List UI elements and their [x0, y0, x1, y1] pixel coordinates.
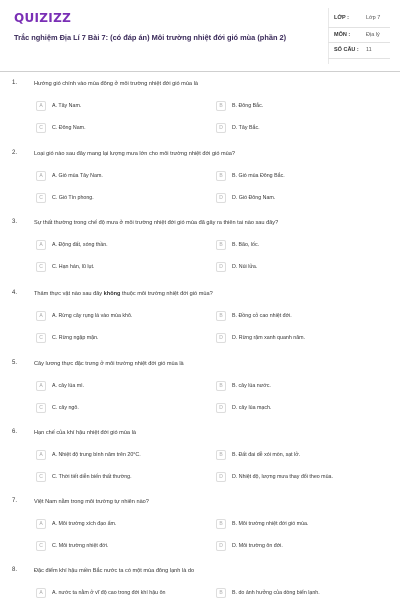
option-c[interactable] [36, 261, 196, 275]
question-number: 6. [12, 429, 18, 435]
option-d[interactable] [216, 192, 376, 206]
option-d[interactable] [216, 261, 376, 275]
option-a[interactable] [36, 380, 196, 394]
option-d[interactable] [216, 540, 376, 554]
option-b[interactable] [216, 518, 376, 532]
worksheet-header [0, 0, 400, 74]
question-text: Việt Nam nằm trong môi trường tự nhiên nào? [34, 499, 149, 505]
question-text: Loại gió nào sau đây mang lại lượng mưa lớn cho môi trường nhiệt đới gió mùa? [34, 151, 235, 157]
question-text [34, 290, 384, 298]
option-letter-box: A [36, 240, 46, 250]
question-text: Đặc điểm khí hậu miền Bắc nước ta có một mùa đông lạnh là do [34, 568, 195, 574]
option-d[interactable] [216, 402, 376, 416]
option-text: C. cây ngô. [52, 405, 79, 411]
header-divider [0, 71, 400, 72]
option-text: C. Rừng ngập mặn. [52, 335, 99, 341]
option-b[interactable] [216, 380, 376, 394]
quizizz-logo: QUIZIZZ [14, 11, 72, 25]
meta-subject-label: MÔN : [334, 32, 351, 38]
option-letter-box: B [216, 381, 226, 391]
option-a[interactable] [36, 239, 196, 253]
option-c[interactable] [36, 471, 196, 485]
question-1 [0, 80, 400, 150]
option-letter-box: A [36, 311, 46, 321]
question-number: 1. [12, 80, 18, 86]
option-text: B. cây lúa nước. [232, 383, 271, 389]
question-text-part: thuộc môi trường nhiệt đới gió mùa? [120, 291, 213, 297]
option-letter-box: C [36, 262, 46, 272]
option-letter-box: B [216, 240, 226, 250]
option-letter-box: A [36, 171, 46, 181]
meta-subject-value: Địa lý [366, 32, 380, 38]
option-letter-box: C [36, 193, 46, 203]
option-letter-box: D [216, 403, 226, 413]
option-text: B. Gió mùa Đông Bắc. [232, 173, 285, 179]
option-letter-box: B [216, 101, 226, 111]
option-letter-box: B [216, 450, 226, 460]
option-letter-box: A [36, 450, 46, 460]
option-letter-box: C [36, 333, 46, 343]
option-letter-box: A [36, 588, 46, 598]
option-c[interactable] [36, 402, 196, 416]
option-text: C. Gió Tín phong. [52, 195, 94, 201]
option-letter-box: D [216, 541, 226, 551]
option-text: A. Gió mùa Tây Nam. [52, 173, 103, 179]
option-letter-box: D [216, 123, 226, 133]
option-c[interactable] [36, 540, 196, 554]
option-text: A. nước ta nằm ở vĩ độ cao trong đới khí hậu ôn [52, 590, 166, 596]
question-3 [0, 219, 400, 289]
option-letter-box: C [36, 403, 46, 413]
option-text: C. Môi trường nhiệt đới. [52, 543, 109, 549]
option-letter-box: B [216, 588, 226, 598]
question-number: 8. [12, 567, 18, 573]
question-number: 5. [12, 360, 18, 366]
option-a[interactable] [36, 587, 196, 600]
question-text: Cây lương thực đặc trưng ở môi trường nhiệt đới gió mùa là [34, 361, 184, 367]
option-c[interactable] [36, 122, 196, 136]
meta-separator [328, 42, 390, 43]
question-number: 4. [12, 290, 18, 296]
option-a[interactable] [36, 100, 196, 114]
question-text: Sự thất thường trong chế độ mưa ở môi trường nhiệt đới gió mùa đã gây ra thiên tai nào sau đây? [34, 220, 279, 226]
option-text: B. Đồng cỏ cao nhiệt đới. [232, 313, 292, 319]
question-text: Hạn chế của khí hậu nhiệt đới gió mùa là [34, 430, 136, 436]
meta-class [328, 12, 390, 26]
option-a[interactable] [36, 170, 196, 184]
option-letter-box: A [36, 101, 46, 111]
option-d[interactable] [216, 332, 376, 346]
option-letter-box: B [216, 171, 226, 181]
question-text-part: Thảm thực vật nào sau đây [34, 291, 104, 297]
question-5 [0, 360, 400, 430]
option-letter-box: B [216, 519, 226, 529]
option-b[interactable] [216, 100, 376, 114]
meta-question-count [328, 44, 390, 58]
option-text: C. Đông Nam. [52, 125, 86, 131]
option-letter-box: D [216, 472, 226, 482]
meta-class-value: Lớp 7 [366, 15, 381, 21]
option-text: D. Rừng rậm xanh quanh năm. [232, 335, 306, 341]
option-text: A. Rừng cây rụng lá vào mùa khô. [52, 313, 133, 319]
option-text: A. Môi trường xích đạo ẩm. [52, 521, 117, 527]
question-2 [0, 150, 400, 220]
option-text: B. Bão, lốc. [232, 242, 260, 248]
question-8 [0, 567, 400, 600]
option-b[interactable] [216, 310, 376, 324]
option-letter-box: B [216, 311, 226, 321]
option-text: D. Núi lửa. [232, 264, 258, 270]
option-text: A. Nhiệt độ trung bình năm trên 20°C. [52, 452, 141, 458]
option-c[interactable] [36, 192, 196, 206]
meta-question-count-value: 11 [366, 47, 372, 53]
option-b[interactable] [216, 239, 376, 253]
question-text-emphasis: không [103, 291, 121, 297]
option-text: C. Hạn hán, lũ lụt. [52, 264, 95, 270]
option-letter-box: C [36, 123, 46, 133]
question-number: 3. [12, 219, 18, 225]
option-letter-box: D [216, 333, 226, 343]
option-a[interactable] [36, 518, 196, 532]
option-text: B. Đất đai dễ xói mòn, sạt lở. [232, 452, 301, 458]
question-number: 2. [12, 150, 18, 156]
option-b[interactable] [216, 170, 376, 184]
option-text: D. Nhiệt độ, lượng mưa thay đổi theo mùa. [232, 474, 333, 480]
option-text: D. Gió Đông Nam. [232, 195, 276, 201]
question-text: Hướng gió chính vào mùa đông ở môi trường nhiệt đới gió mùa là [34, 81, 198, 87]
option-text: A. cây lúa mì. [52, 383, 85, 389]
worksheet-title: Trắc nghiệm Địa Lí 7 Bài 7: (có đáp án) Môi trường nhiệt đới gió mùa (phần 2) [14, 33, 287, 42]
meta-subject [328, 29, 390, 43]
option-text: D. Tây Bắc. [232, 125, 260, 131]
option-c[interactable] [36, 332, 196, 346]
question-number: 7. [12, 498, 18, 504]
meta-class-label: LỚP : [334, 15, 349, 21]
option-b[interactable] [216, 587, 376, 600]
option-a[interactable] [36, 449, 196, 463]
option-d[interactable] [216, 471, 376, 485]
meta-separator [328, 27, 390, 28]
option-text: B. Đông Bắc. [232, 103, 264, 109]
option-letter-box: C [36, 541, 46, 551]
option-letter-box: D [216, 193, 226, 203]
meta-separator [328, 58, 390, 59]
option-text: A. Tây Nam. [52, 103, 82, 109]
question-4 [0, 290, 400, 360]
option-text: C. Thời tiết diễn biến thất thường. [52, 474, 132, 480]
option-text: A. Động đất, sóng thần. [52, 242, 108, 248]
option-letter-box: A [36, 381, 46, 391]
option-letter-box: D [216, 262, 226, 272]
option-letter-box: C [36, 472, 46, 482]
option-text: D. Môi trường ôn đới. [232, 543, 283, 549]
option-text: B. do ảnh hưởng của dòng biển lạnh. [232, 590, 320, 596]
question-7 [0, 498, 400, 568]
meta-question-count-label: SỐ CÂU : [334, 47, 359, 53]
option-d[interactable] [216, 122, 376, 136]
question-6 [0, 429, 400, 499]
option-a[interactable] [36, 310, 196, 324]
option-letter-box: A [36, 519, 46, 529]
option-b[interactable] [216, 449, 376, 463]
option-text: D. cây lúa mạch. [232, 405, 272, 411]
option-text: B. Môi trường nhiệt đới gió mùa. [232, 521, 309, 527]
